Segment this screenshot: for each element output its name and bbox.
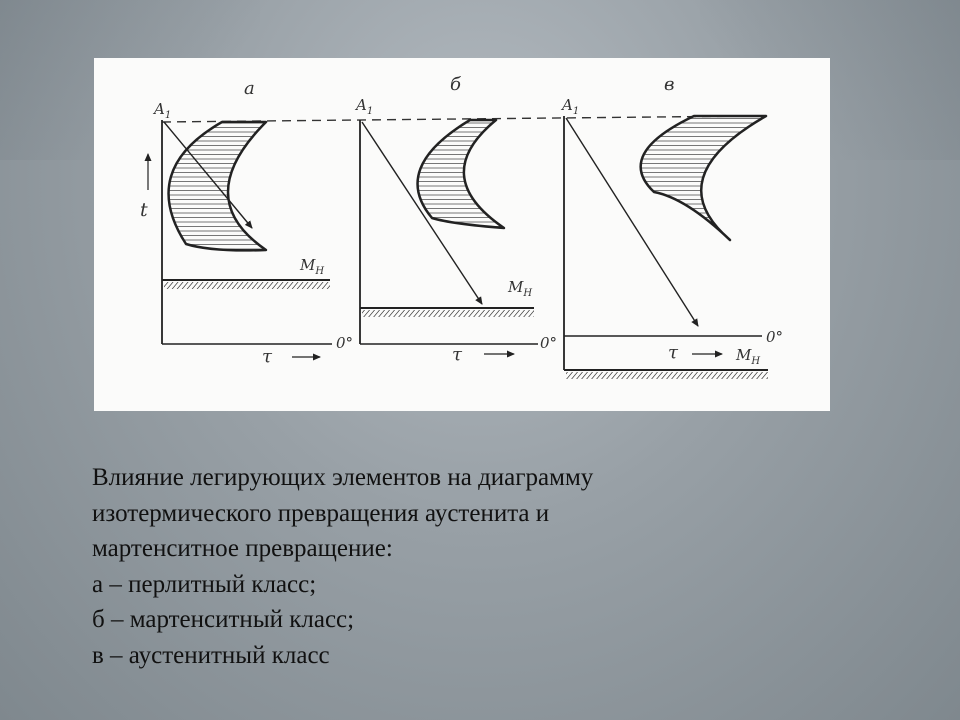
panel-a-letter: а — [244, 78, 255, 99]
panel-b-c-curve — [418, 120, 504, 228]
panel-a-zero-label: 0° — [336, 334, 354, 352]
ttt-diagram-figure — [94, 58, 830, 411]
panel-b-letter: б — [450, 74, 461, 95]
caption-line: Влияние легирующих элементов на диаграмму — [92, 464, 594, 491]
panel-b-a1-label: $A_1$ — [356, 96, 374, 117]
panel-v-a1-label: $A_1$ — [562, 96, 580, 117]
panel-v-tau-label: τ — [668, 342, 678, 363]
caption-line: в – аустенитный класс — [92, 641, 330, 669]
panel-v-zero-label: 0° — [766, 328, 784, 346]
panel-v-c-curve — [641, 116, 766, 240]
caption-line: мартенситное превращение: — [92, 535, 393, 562]
panel-b-zero-label: 0° — [540, 334, 558, 352]
panel-v-mn-label: $M_Н$ — [736, 346, 761, 367]
caption-line: а – перлитный класс; — [92, 570, 317, 598]
caption — [92, 460, 892, 673]
panel-b-mn-hatch — [362, 310, 534, 317]
panel-b-mn-label: $M_Н$ — [508, 278, 533, 299]
ttt-diagram-svg — [94, 58, 830, 411]
panel-a-t-label: t — [140, 199, 148, 221]
panel-b-tau-label: τ — [452, 344, 462, 365]
panel-v — [560, 74, 783, 379]
panel-a-mn-hatch — [164, 282, 330, 289]
panel-a — [140, 78, 353, 367]
caption-line: изотермического превращения аустенита и — [92, 499, 550, 527]
panel-v-letter: в — [664, 74, 675, 95]
panel-v-mn-hatch — [566, 372, 768, 379]
panel-a-a1-label: $A_1$ — [154, 100, 172, 121]
panel-a-mn-label: $M_Н$ — [300, 256, 325, 277]
panel-a-tau-label: τ — [262, 346, 272, 367]
caption-line: б – мартенситный класс; — [92, 606, 355, 633]
